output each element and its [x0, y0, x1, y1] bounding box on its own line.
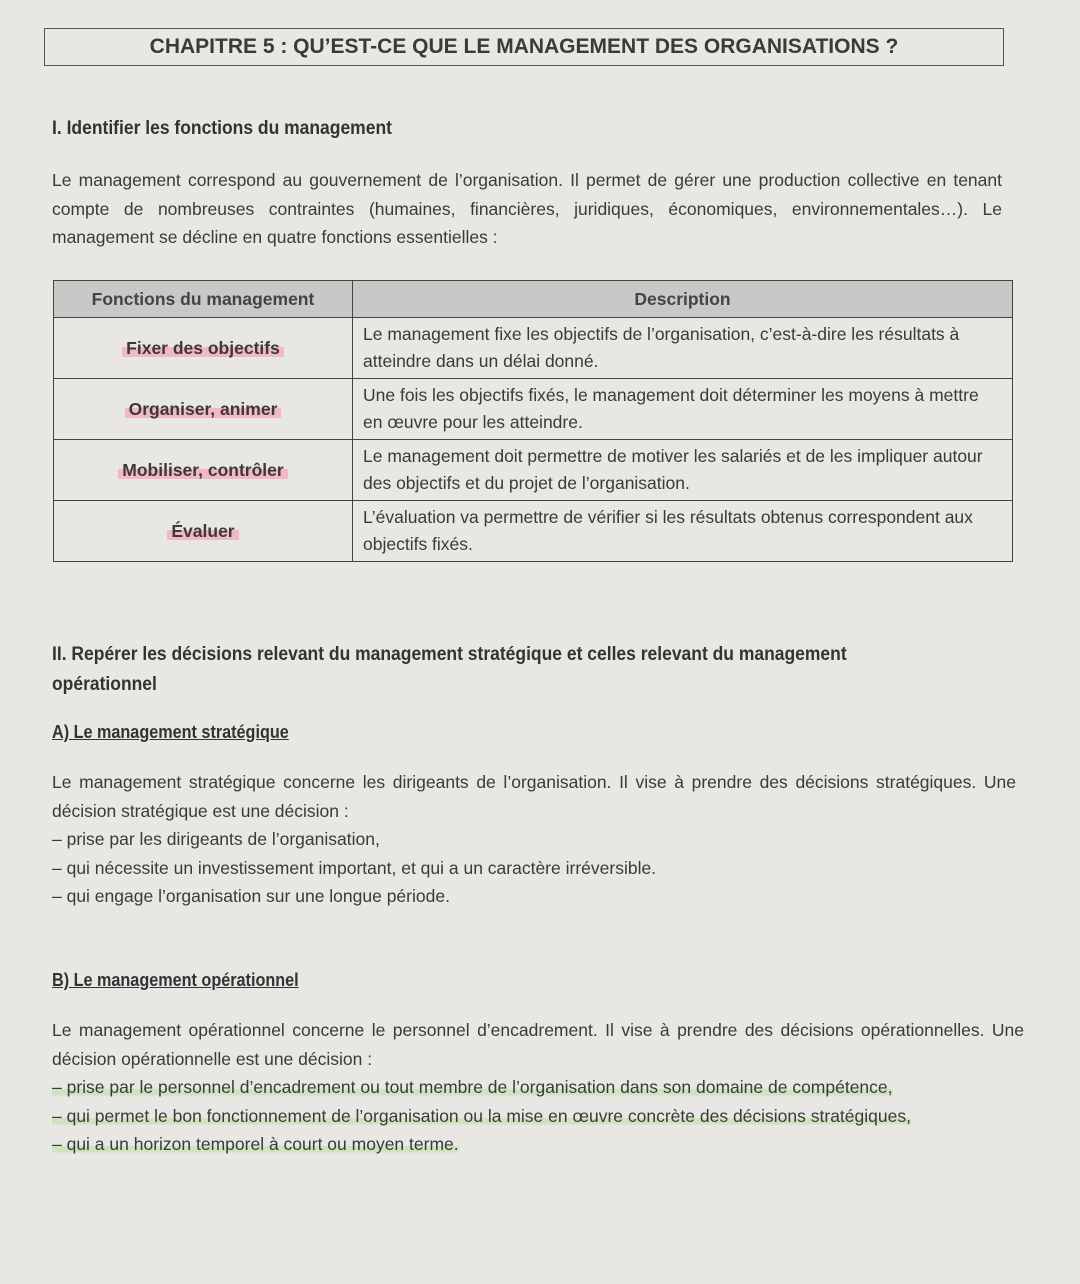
table-row: [54, 379, 1013, 440]
table-header-row: [54, 281, 1013, 318]
subsection-b-heading: B) Le management opérationnel: [52, 970, 299, 990]
table-row: [54, 440, 1013, 501]
function-name: Organiser, animer: [125, 399, 282, 419]
list-item: – qui nécessite un investissement important, et qui a un caractère irréversible.: [52, 857, 657, 878]
chapter-title: CHAPITRE 5 : QU’EST-CE QUE LE MANAGEMENT DES ORGANISATIONS ?: [44, 28, 1004, 66]
section-1-heading: I. Identifier les fonctions du management: [52, 118, 392, 139]
subsection-b-body: [52, 1016, 1024, 1159]
function-description: Le management doit permettre de motiver les salariés et de les impliquer autour des objectifs et du projet de l’organisation.: [353, 440, 1013, 501]
list-item: – prise par les dirigeants de l’organisation,: [52, 829, 380, 849]
management-functions-table: [53, 280, 1013, 562]
list-item: – prise par le personnel d’encadrement ou tout membre de l’organisation dans son domaine de compétence,: [52, 1077, 893, 1097]
table-row: [54, 318, 1013, 379]
function-name: Mobiliser, contrôler: [118, 460, 287, 480]
column-header-description: Description: [353, 281, 1013, 318]
function-name: Évaluer: [167, 521, 238, 541]
subsection-b-intro: Le management opérationnel concerne le personnel d’encadrement. Il vise à prendre des décisions opérationnelles. Une décision opérationnelle est une décision :: [52, 1020, 1024, 1069]
table-row: [54, 501, 1013, 562]
subsection-a-heading: A) Le management stratégique: [52, 722, 289, 742]
function-name: Fixer des objectifs: [122, 338, 284, 358]
function-description: L’évaluation va permettre de vérifier si les résultats obtenus correspondent aux objectifs fixés.: [353, 501, 1013, 562]
section-1-intro: Le management correspond au gouvernement de l’organisation. Il permet de gérer une production collective en tenant compte de nombreuses contraintes (humaines, financières, juridiques, économiques, environnementales…). Le management se décline en quatre fonctions essentielles :: [52, 170, 1002, 247]
subsection-a-body: [52, 768, 1016, 911]
list-item: – qui a un horizon temporel à court ou moyen terme.: [52, 1134, 459, 1154]
subsection-a-intro: Le management stratégique concerne les dirigeants de l’organisation. Il vise à prendre des décisions stratégiques. Une décision stratégique est une décision :: [52, 772, 1016, 821]
function-description: Le management fixe les objectifs de l’organisation, c’est-à-dire les résultats à atteindre dans un délai donné.: [353, 318, 1013, 379]
list-item: – qui engage l’organisation sur une longue période.: [52, 886, 450, 906]
list-item: – qui permet le bon fonctionnement de l’organisation ou la mise en œuvre concrète des décisions stratégiques,: [52, 1105, 911, 1126]
column-header-fonctions: Fonctions du management: [54, 281, 353, 318]
section-2-heading: II. Repérer les décisions relevant du management stratégique et celles relevant du management opérationnel: [52, 644, 847, 695]
function-description: Une fois les objectifs fixés, le management doit déterminer les moyens à mettre en œuvre pour les atteindre.: [353, 379, 1013, 440]
